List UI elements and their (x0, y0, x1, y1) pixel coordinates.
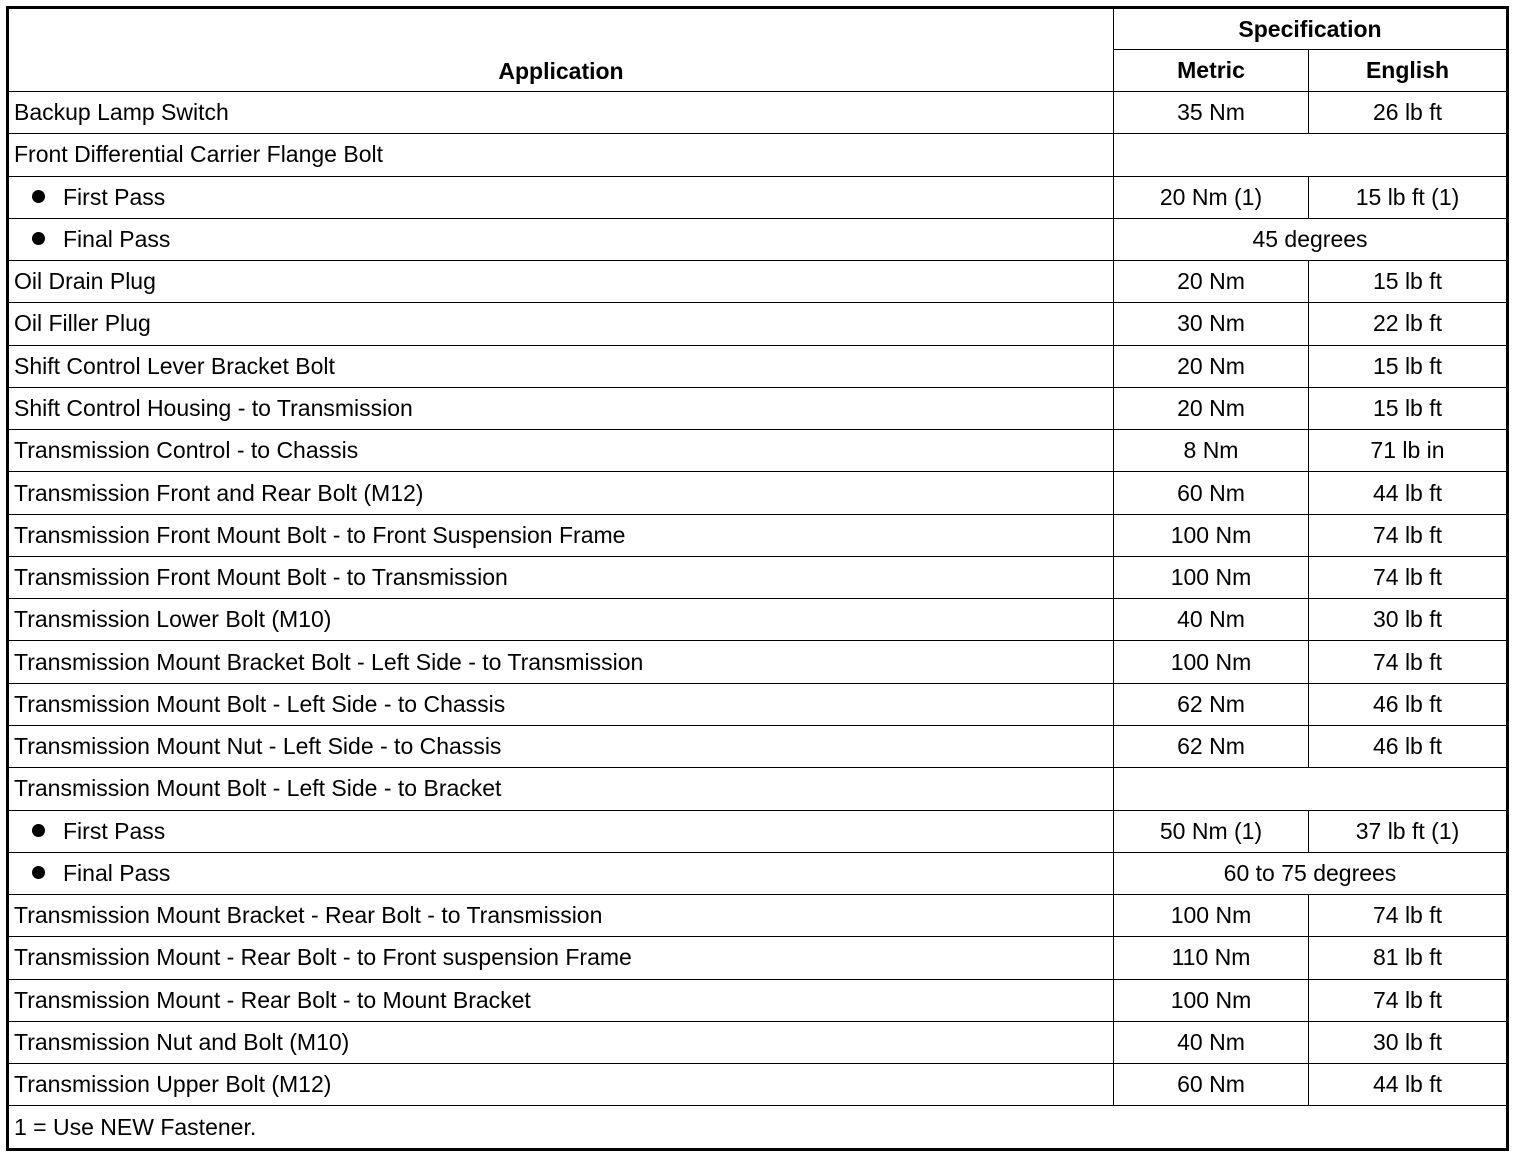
spec-cell-empty (1114, 134, 1508, 176)
application-cell: Shift Control Housing - to Transmission (8, 387, 1114, 429)
english-cell: 46 lb ft (1309, 683, 1508, 725)
application-label: First Pass (63, 817, 166, 844)
application-cell: Oil Drain Plug (8, 261, 1114, 303)
application-cell: Transmission Nut and Bolt (M10) (8, 1021, 1114, 1063)
metric-cell: 20 Nm (1114, 387, 1309, 429)
english-cell: 15 lb ft (1) (1309, 176, 1508, 218)
metric-cell: 60 Nm (1114, 472, 1309, 514)
spec-cell-empty (1114, 768, 1508, 810)
english-cell: 74 lb ft (1309, 514, 1508, 556)
table-row (8, 979, 1508, 1021)
header-row-top (8, 8, 1508, 50)
english-cell: 37 lb ft (1) (1309, 810, 1508, 852)
table-row (8, 1064, 1508, 1106)
application-label: Final Pass (63, 859, 171, 886)
application-label: Final Pass (63, 225, 171, 252)
table-row (8, 599, 1508, 641)
metric-cell: 35 Nm (1114, 92, 1309, 134)
table-row (8, 176, 1508, 218)
application-cell: Transmission Mount Bolt - Left Side - to Chassis (8, 683, 1114, 725)
metric-cell: 100 Nm (1114, 514, 1309, 556)
metric-cell: 20 Nm (1) (1114, 176, 1309, 218)
application-cell: Transmission Mount Bracket Bolt - Left Side - to Transmission (8, 641, 1114, 683)
metric-cell: 50 Nm (1) (1114, 810, 1309, 852)
metric-cell: 20 Nm (1114, 345, 1309, 387)
application-cell: Transmission Front Mount Bolt - to Transmission (8, 556, 1114, 598)
metric-cell: 60 Nm (1114, 1064, 1309, 1106)
table-row (8, 92, 1508, 134)
footnote-row (8, 1106, 1508, 1150)
application-cell: Transmission Front and Rear Bolt (M12) (8, 472, 1114, 514)
table-row (8, 768, 1508, 810)
english-cell: 71 lb in (1309, 430, 1508, 472)
english-cell: 74 lb ft (1309, 641, 1508, 683)
application-cell: Backup Lamp Switch (8, 92, 1114, 134)
footnote: 1 = Use NEW Fastener. (8, 1106, 1508, 1150)
application-cell (8, 810, 1114, 852)
bullet-icon (32, 190, 45, 203)
spec-cell-combined: 60 to 75 degrees (1114, 852, 1508, 894)
application-cell: Transmission Mount Bracket - Rear Bolt - to Transmission (8, 895, 1114, 937)
application-cell: Transmission Front Mount Bolt - to Front Suspension Frame (8, 514, 1114, 556)
english-cell: 44 lb ft (1309, 472, 1508, 514)
table-row (8, 937, 1508, 979)
metric-cell: 8 Nm (1114, 430, 1309, 472)
application-cell: Transmission Mount Bolt - Left Side - to Bracket (8, 768, 1114, 810)
english-cell: 26 lb ft (1309, 92, 1508, 134)
table-row (8, 1021, 1508, 1063)
bullet-icon (32, 232, 45, 245)
metric-cell: 100 Nm (1114, 556, 1309, 598)
table-row (8, 303, 1508, 345)
english-cell: 22 lb ft (1309, 303, 1508, 345)
table-row (8, 261, 1508, 303)
spec-cell-combined: 45 degrees (1114, 218, 1508, 260)
application-cell: Transmission Mount - Rear Bolt - to Mount Bracket (8, 979, 1114, 1021)
application-cell (8, 852, 1114, 894)
application-cell: Transmission Mount - Rear Bolt - to Front suspension Frame (8, 937, 1114, 979)
table-row (8, 345, 1508, 387)
application-cell: Transmission Control - to Chassis (8, 430, 1114, 472)
table-row (8, 683, 1508, 725)
metric-cell: 100 Nm (1114, 979, 1309, 1021)
table-row (8, 810, 1508, 852)
english-cell: 46 lb ft (1309, 725, 1508, 767)
table-row (8, 514, 1508, 556)
table-row (8, 641, 1508, 683)
torque-spec-table (6, 6, 1509, 1151)
application-cell: Transmission Upper Bolt (M12) (8, 1064, 1114, 1106)
metric-cell: 62 Nm (1114, 725, 1309, 767)
english-cell: 30 lb ft (1309, 1021, 1508, 1063)
application-cell: Shift Control Lever Bracket Bolt (8, 345, 1114, 387)
metric-cell: 62 Nm (1114, 683, 1309, 725)
metric-cell: 100 Nm (1114, 895, 1309, 937)
application-cell (8, 176, 1114, 218)
table-row (8, 556, 1508, 598)
english-cell: 30 lb ft (1309, 599, 1508, 641)
header-application: Application (8, 8, 1114, 92)
metric-cell: 40 Nm (1114, 599, 1309, 641)
english-cell: 15 lb ft (1309, 387, 1508, 429)
application-cell: Transmission Lower Bolt (M10) (8, 599, 1114, 641)
metric-cell: 20 Nm (1114, 261, 1309, 303)
metric-cell: 110 Nm (1114, 937, 1309, 979)
metric-cell: 100 Nm (1114, 641, 1309, 683)
table-row (8, 472, 1508, 514)
bullet-icon (32, 866, 45, 879)
application-label: First Pass (63, 183, 166, 210)
header-specification: Specification (1114, 8, 1508, 50)
application-cell (8, 218, 1114, 260)
english-cell: 15 lb ft (1309, 261, 1508, 303)
table-row (8, 218, 1508, 260)
table-row (8, 430, 1508, 472)
application-cell: Oil Filler Plug (8, 303, 1114, 345)
english-cell: 81 lb ft (1309, 937, 1508, 979)
table-row (8, 387, 1508, 429)
table-row (8, 134, 1508, 176)
header-english: English (1309, 50, 1508, 92)
bullet-icon (32, 824, 45, 837)
metric-cell: 30 Nm (1114, 303, 1309, 345)
english-cell: 15 lb ft (1309, 345, 1508, 387)
application-cell: Transmission Mount Nut - Left Side - to Chassis (8, 725, 1114, 767)
english-cell: 74 lb ft (1309, 979, 1508, 1021)
english-cell: 74 lb ft (1309, 895, 1508, 937)
application-cell: Front Differential Carrier Flange Bolt (8, 134, 1114, 176)
table-row (8, 725, 1508, 767)
english-cell: 44 lb ft (1309, 1064, 1508, 1106)
header-metric: Metric (1114, 50, 1309, 92)
english-cell: 74 lb ft (1309, 556, 1508, 598)
table-row (8, 895, 1508, 937)
metric-cell: 40 Nm (1114, 1021, 1309, 1063)
table-row (8, 852, 1508, 894)
